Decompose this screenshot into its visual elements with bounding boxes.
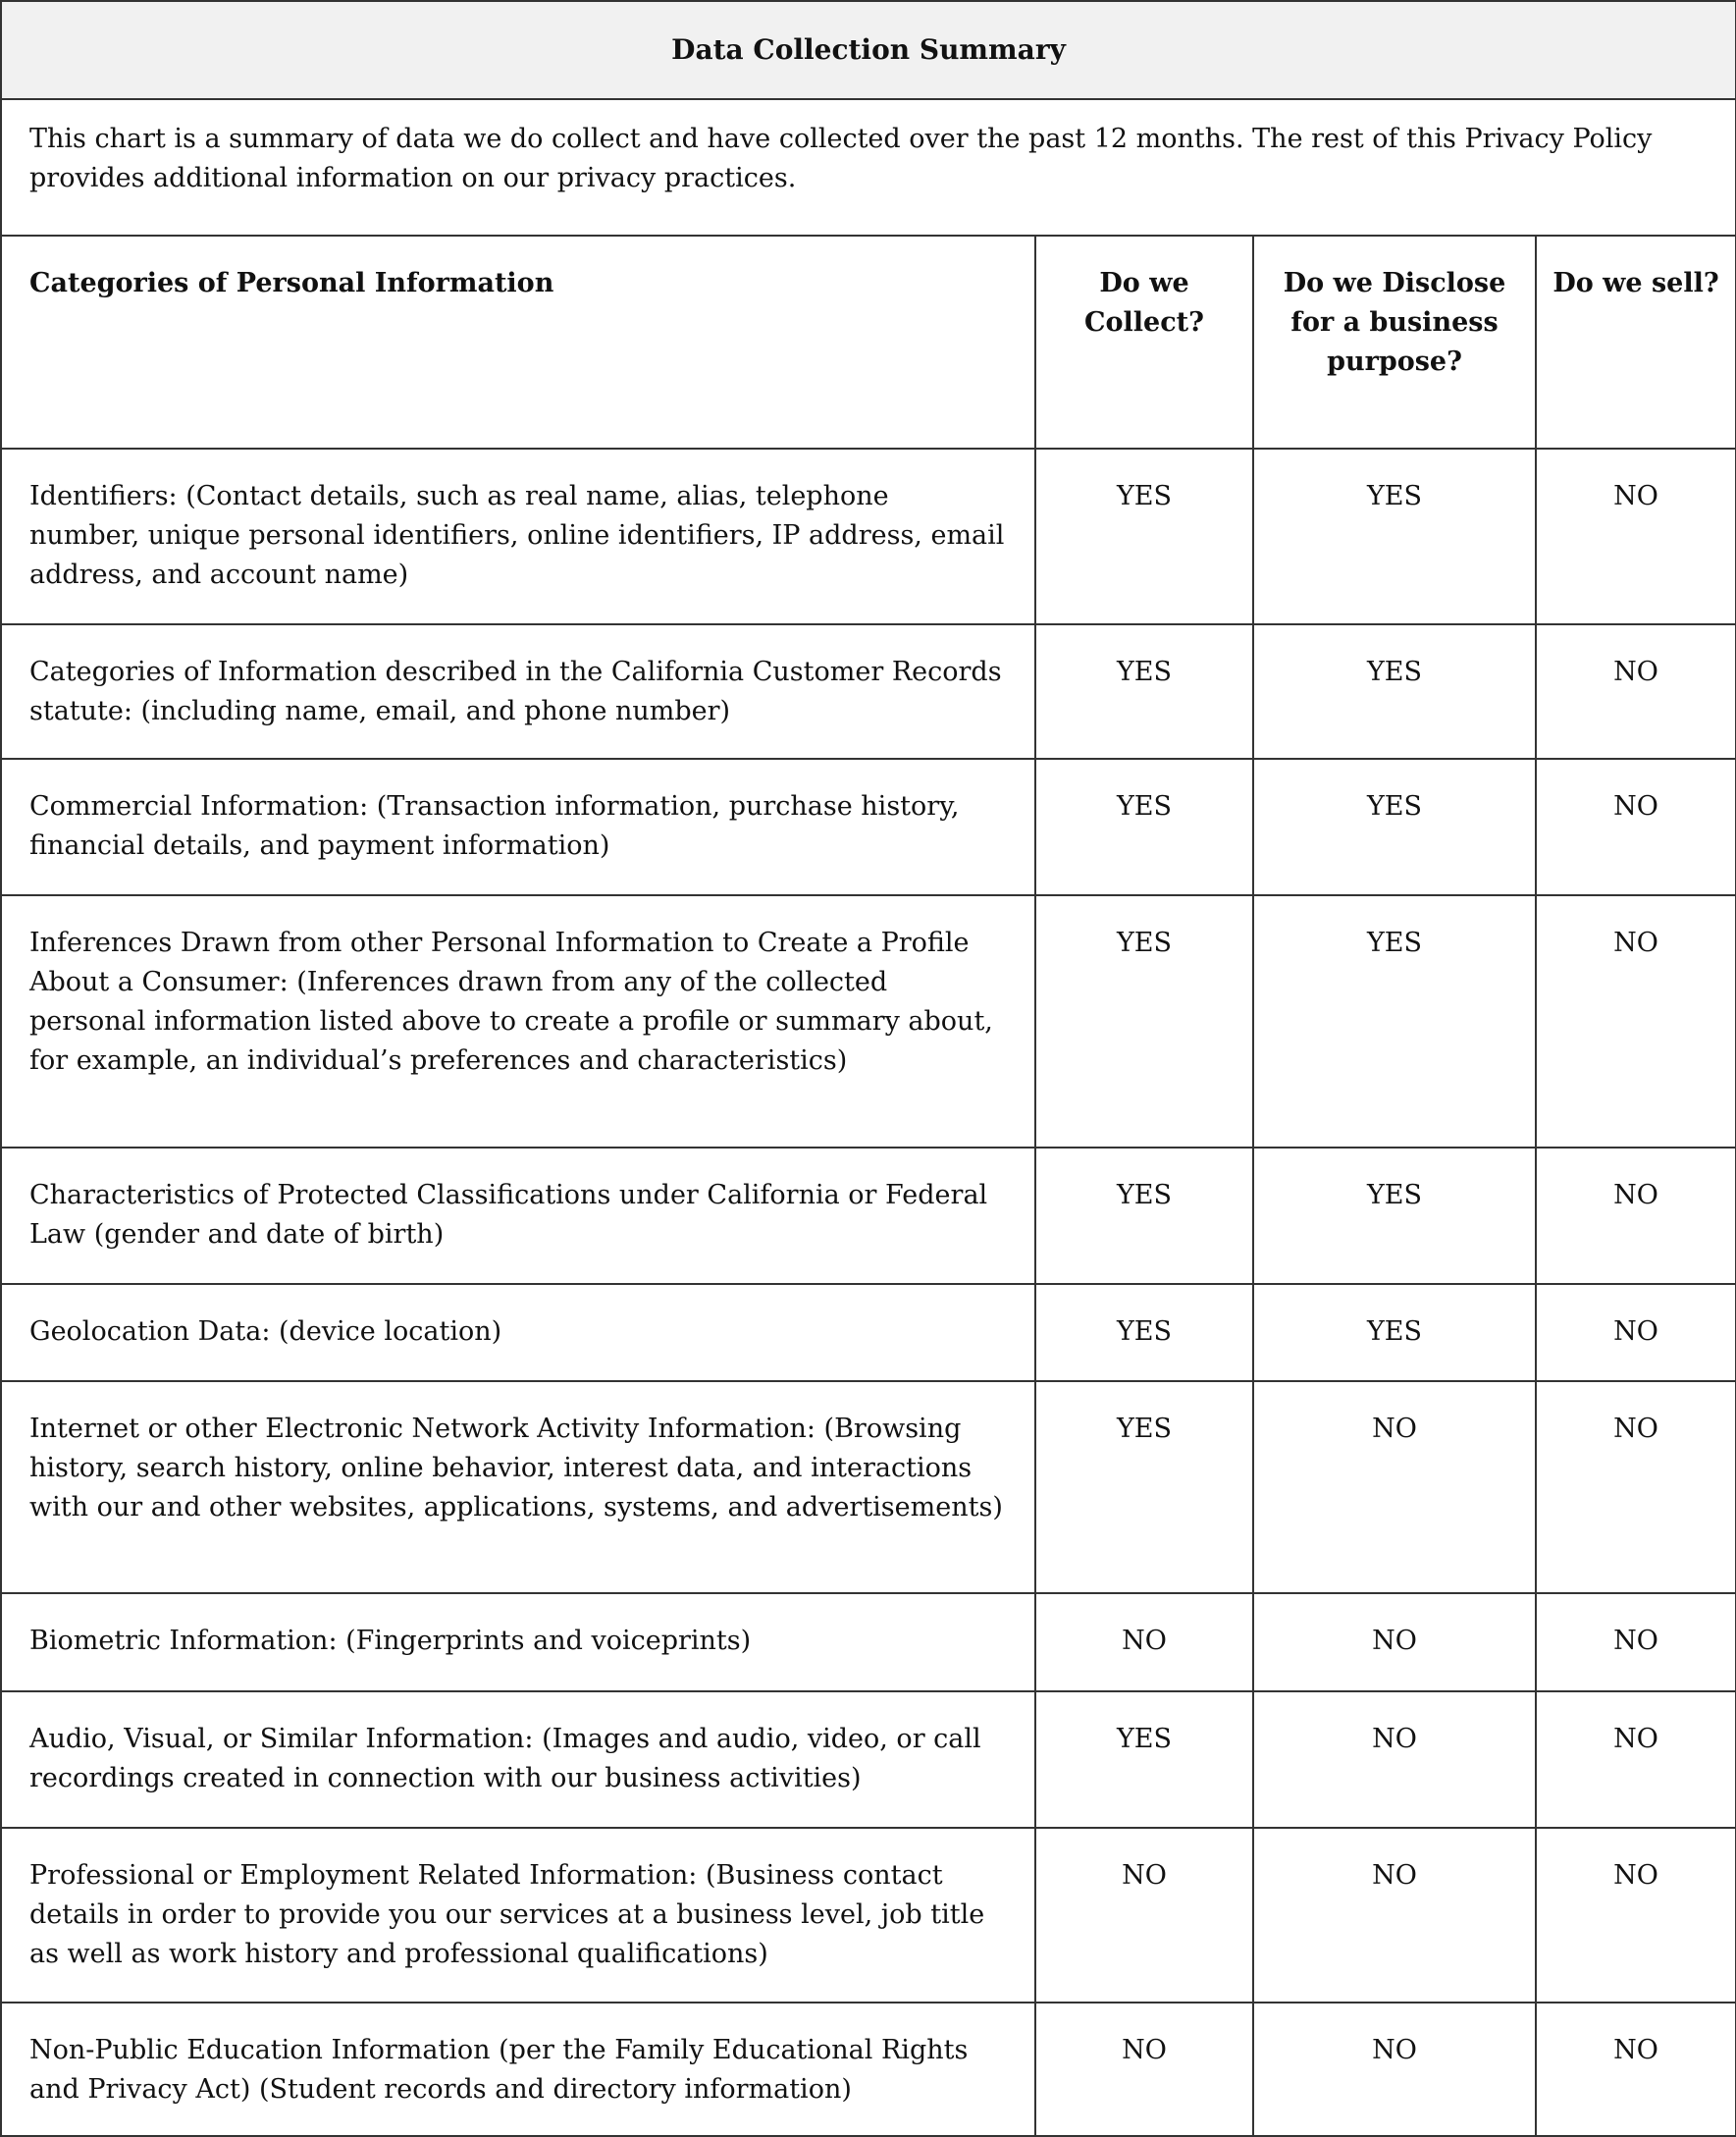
table-row xyxy=(1,1691,1736,1828)
collect-answer-cell: YES xyxy=(1035,1284,1253,1381)
sell-answer-cell: NO xyxy=(1536,759,1736,895)
table-row xyxy=(1,624,1736,759)
collect-answer-cell: YES xyxy=(1035,895,1253,1148)
column-header-row xyxy=(1,236,1736,449)
sell-answer-cell: NO xyxy=(1536,1593,1736,1691)
sell-answer-cell: NO xyxy=(1536,624,1736,759)
collect-answer-cell: YES xyxy=(1035,449,1253,624)
category-cell: Biometric Information: (Fingerprints and voiceprints) xyxy=(1,1593,1035,1691)
sell-answer-cell: NO xyxy=(1536,895,1736,1148)
category-cell: Non-Public Education Information (per the Family Educational Rights and Privacy Act) (Student records and directory information) xyxy=(1,2003,1035,2136)
sell-answer-cell: NO xyxy=(1536,449,1736,624)
table-title: Data Collection Summary xyxy=(1,1,1736,99)
title-row xyxy=(1,1,1736,99)
collect-answer-cell: YES xyxy=(1035,1691,1253,1828)
disclose-answer-cell: YES xyxy=(1253,1284,1536,1381)
disclose-answer-cell: NO xyxy=(1253,2003,1536,2136)
collect-answer-cell: NO xyxy=(1035,1593,1253,1691)
sell-answer-cell: NO xyxy=(1536,1828,1736,2003)
disclose-answer-cell: YES xyxy=(1253,759,1536,895)
category-cell: Audio, Visual, or Similar Information: (Images and audio, video, or call recordings created in connection with our business activities) xyxy=(1,1691,1035,1828)
category-cell: Inferences Drawn from other Personal Information to Create a Profile About a Consumer: (Inferences drawn from any of the collected personal information listed above to create a profile or summary about, for example, an individual’s preferences and characteristics) xyxy=(1,895,1035,1148)
category-cell: Categories of Information described in the California Customer Records statute: (including name, email, and phone number) xyxy=(1,624,1035,759)
disclose-answer-cell: YES xyxy=(1253,1148,1536,1284)
collect-answer-cell: YES xyxy=(1035,1381,1253,1593)
sell-answer-cell: NO xyxy=(1536,1148,1736,1284)
disclose-answer-cell: NO xyxy=(1253,1381,1536,1593)
header-collect: Do we Collect? xyxy=(1035,236,1253,449)
disclose-answer-cell: NO xyxy=(1253,1828,1536,2003)
disclose-answer-cell: NO xyxy=(1253,1593,1536,1691)
table-row xyxy=(1,895,1736,1148)
collect-answer-cell: NO xyxy=(1035,2003,1253,2136)
collect-answer-cell: NO xyxy=(1035,1828,1253,2003)
collect-answer-cell: YES xyxy=(1035,759,1253,895)
disclose-answer-cell: YES xyxy=(1253,449,1536,624)
sell-answer-cell: NO xyxy=(1536,1381,1736,1593)
sell-answer-cell: NO xyxy=(1536,1284,1736,1381)
table-row xyxy=(1,759,1736,895)
sell-answer-cell: NO xyxy=(1536,2003,1736,2136)
disclose-answer-cell: NO xyxy=(1253,1691,1536,1828)
table-row xyxy=(1,449,1736,624)
table-row xyxy=(1,1381,1736,1593)
header-categories: Categories of Personal Information xyxy=(1,236,1035,449)
intro-row xyxy=(1,99,1736,236)
table-intro-text: This chart is a summary of data we do collect and have collected over the past 12 months. The rest of this Privacy Policy provides additional information on our privacy practices. xyxy=(1,99,1736,236)
disclose-answer-cell: YES xyxy=(1253,624,1536,759)
category-cell: Characteristics of Protected Classifications under California or Federal Law (gender and date of birth) xyxy=(1,1148,1035,1284)
disclose-answer-cell: YES xyxy=(1253,895,1536,1148)
table-row xyxy=(1,1148,1736,1284)
category-cell: Internet or other Electronic Network Activity Information: (Browsing history, search history, online behavior, interest data, and interactions with our and other websites, applications, systems, and advertisements) xyxy=(1,1381,1035,1593)
header-sell: Do we sell? xyxy=(1536,236,1736,449)
category-cell: Geolocation Data: (device location) xyxy=(1,1284,1035,1381)
table-row xyxy=(1,2003,1736,2136)
table-row xyxy=(1,1828,1736,2003)
category-cell: Professional or Employment Related Information: (Business contact details in order to provide you our services at a business level, job title as well as work history and professional qualifications) xyxy=(1,1828,1035,2003)
table-row xyxy=(1,1284,1736,1381)
collect-answer-cell: YES xyxy=(1035,1148,1253,1284)
category-cell: Identifiers: (Contact details, such as real name, alias, telephone number, unique personal identifiers, online identifiers, IP address, email address, and account name) xyxy=(1,449,1035,624)
collect-answer-cell: YES xyxy=(1035,624,1253,759)
category-cell: Commercial Information: (Transaction information, purchase history, financial details, and payment information) xyxy=(1,759,1035,895)
table-row xyxy=(1,1593,1736,1691)
header-disclose: Do we Disclose for a business purpose? xyxy=(1253,236,1536,449)
sell-answer-cell: NO xyxy=(1536,1691,1736,1828)
